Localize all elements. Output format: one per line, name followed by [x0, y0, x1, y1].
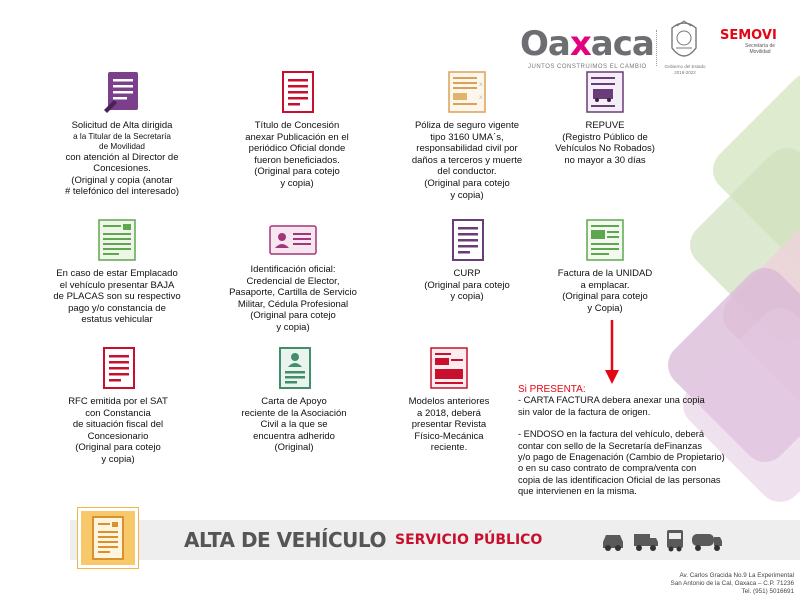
semovi-logo: SEMOVI: [720, 28, 777, 43]
seal-caption: Gobierno del Estado 2016-2022: [664, 64, 706, 75]
svg-text:x: x: [479, 81, 483, 88]
repuve-document-icon: [581, 70, 629, 114]
rfc-document-icon: [98, 346, 138, 390]
header-divider: [656, 30, 657, 66]
tanker-truck-icon: [690, 526, 724, 554]
requirement-poliza-seguro: x x Póliza de seguro vigente tipo 3160 UMA´s, responsabilidad civil por daños a terceros y muerte del conductor. (Original para cotejo y copia): [402, 70, 532, 201]
insurance-policy-icon: [443, 70, 491, 114]
requirement-rfc: RFC emitida por el SAT con Constancia de situación fiscal del Concesionario (Original para cotejo y copia): [48, 346, 188, 466]
requirement-solicitud: Solicitud de Alta dirigida a la Titular de la Secretaría de Movilidad con atención al Director de Concesiones. (Original y copia (anotar # telefónico del interesado): [52, 70, 192, 198]
note-carta-factura: - CARTA FACTURA debera anexar una copia sin valor de la factura de origen.: [518, 395, 705, 417]
banner-title: ALTA DE VEHÍCULO: [184, 528, 386, 552]
banner-subtitle: SERVICIO PÚBLICO: [395, 532, 543, 548]
curp-document-icon: [447, 218, 487, 262]
vehicle-document-green-icon: [93, 218, 141, 262]
logo-tagline: JUNTOS CONSTRUIMOS EL CAMBIO: [528, 64, 647, 70]
requirement-factura: Factura de la UNIDAD a emplacar. (Original para cotejo y Copia): [540, 218, 670, 314]
requirement-identificacion: Identificación oficial: Credencial de Elector, Pasaporte, Cartilla de Servicio Militar, Cédula Profesional (Original para cotejo y copia): [218, 222, 368, 334]
requirement-titulo-concesion: Título de Concesión anexar Publicación en el periódico Oficial donde fueron beneficiados. (Original para cotejo y copia): [232, 70, 362, 190]
state-seal-icon: [664, 18, 704, 66]
requirement-revista-fisico-mecanica: Modelos anteriores a 2018, deberá presentar Revista Físico-Mecánica reciente.: [392, 346, 506, 454]
office-address: Av. Carlos Gracida No.9 La Experimental San Antonio de la Cal, Oaxaca – C.P. 71236 Tel. (951) 5016691: [670, 572, 794, 596]
model-vehicle-document-icon: [425, 346, 473, 390]
car-icon: [600, 526, 626, 554]
banner-vehicle-document-icon: [78, 508, 138, 568]
requirement-repuve: REPUVE (Registro Público de Vehículos No Robados) no mayor a 30 días: [540, 70, 670, 166]
requirement-baja-placas: En caso de estar Emplacado el vehículo presentar BAJA de PLACAS son su respectivo pago y/o constancia de estatus vehicular: [42, 218, 192, 326]
support-letter-icon: [274, 346, 314, 390]
note-endoso: - ENDOSO en la factura del vehículo, deberá contar con sello de la Secretaría deFinanzas y/o pago de Enagenación (Cambio de Propietario) o en su caso contrato de compra/venta con copia de las identificacion Oficial de las personas que intervienen en la misma.: [518, 429, 725, 497]
document-red-icon: [277, 70, 317, 114]
id-card-icon: [268, 222, 318, 258]
invoice-document-icon: [581, 218, 629, 262]
bus-icon: [664, 526, 686, 554]
red-arrow-down-icon: [602, 320, 622, 386]
document-purple-icon: [102, 70, 142, 114]
oaxaca-logo: Oaxaca JUNTOS CONSTRUIMOS EL CAMBIO: [520, 24, 654, 70]
semovi-subtitle: Secretaría de Movilidad: [744, 43, 776, 55]
requirement-carta-apoyo: Carta de Apoyo reciente de la Asociación Civil a la que se encuentra adherido (Original): [224, 346, 364, 454]
si-presenta-note: [518, 384, 768, 498]
svg-text:x: x: [479, 94, 483, 101]
note-title: Si PRESENTA:: [518, 384, 586, 395]
truck-icon: [632, 526, 660, 554]
bottom-banner: [0, 508, 800, 568]
requirement-curp: CURP (Original para cotejo y copia): [402, 218, 532, 303]
